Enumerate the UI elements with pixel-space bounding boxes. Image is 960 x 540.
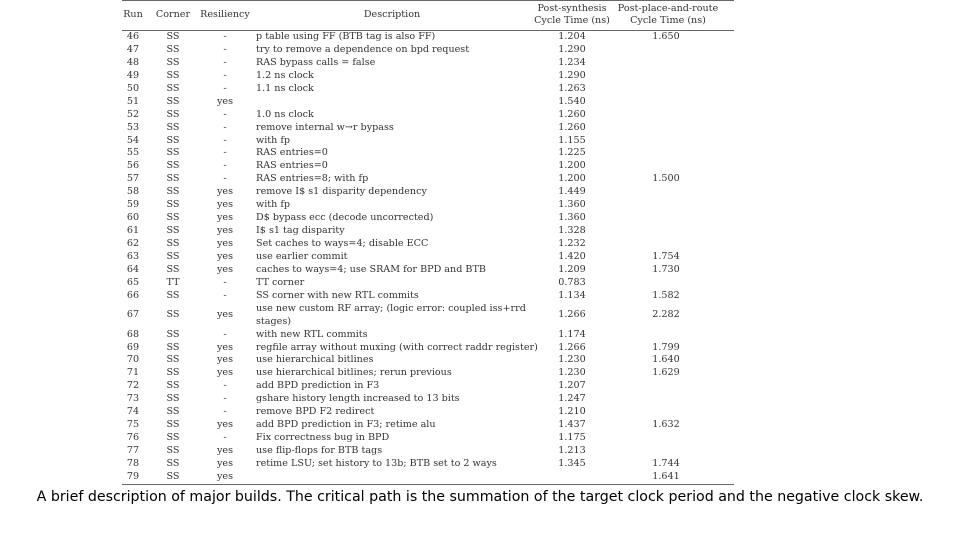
description-cell: add BPD prediction in F3 bbox=[256, 380, 380, 392]
table-row bbox=[122, 109, 734, 122]
description-cell: remove internal w→r bypass bbox=[256, 121, 394, 133]
run-cell: 63 bbox=[126, 250, 140, 262]
post-synthesis-cell: 1.234 bbox=[558, 56, 586, 68]
corner-cell: SS bbox=[166, 108, 180, 120]
run-cell: 76 bbox=[126, 432, 140, 444]
description-cell: 1.1 ns clock bbox=[256, 82, 314, 94]
post-synthesis-cell: 1.200 bbox=[558, 160, 586, 172]
corner-cell: SS bbox=[166, 43, 180, 55]
post-synthesis-cell: 1.207 bbox=[558, 380, 586, 392]
post-place-route-cell: 1.640 bbox=[652, 354, 680, 366]
table-row bbox=[122, 199, 734, 212]
corner-cell: SS bbox=[166, 354, 180, 366]
post-synthesis-cell: 1.175 bbox=[558, 432, 586, 444]
description-cell: gshare history length increased to 13 bits bbox=[256, 393, 460, 405]
resiliency-cell: yes bbox=[216, 309, 234, 321]
run-cell: 61 bbox=[126, 225, 140, 237]
corner-cell: SS bbox=[166, 225, 180, 237]
description-cell: TT corner bbox=[256, 276, 305, 288]
run-cell: 74 bbox=[126, 406, 140, 418]
description-cell: use new custom RF array; (logic error: coupled iss+rrd stages) bbox=[256, 302, 526, 327]
table-row bbox=[122, 225, 734, 238]
corner-cell: SS bbox=[166, 341, 180, 353]
resiliency-cell: - bbox=[223, 173, 227, 185]
corner-cell: SS bbox=[166, 419, 180, 431]
run-cell: 52 bbox=[126, 108, 140, 120]
resiliency-cell: - bbox=[223, 147, 227, 159]
post-synthesis-cell: 1.209 bbox=[558, 263, 586, 275]
post-place-route-cell: 1.632 bbox=[652, 419, 680, 431]
table-row bbox=[122, 367, 734, 380]
description-cell: I$ s1 tag disparity bbox=[256, 225, 345, 237]
run-cell: 47 bbox=[126, 43, 140, 55]
resiliency-cell: yes bbox=[216, 238, 234, 249]
table-row bbox=[122, 342, 734, 355]
description-cell: add BPD prediction in F3; retime alu bbox=[256, 419, 436, 431]
corner-cell: SS bbox=[166, 309, 180, 321]
corner-cell: SS bbox=[166, 238, 180, 249]
description-cell: RAS entries=0 bbox=[256, 160, 328, 172]
description-cell: try to remove a dependence on bpd request bbox=[256, 43, 470, 55]
post-place-route-cell: 1.650 bbox=[652, 31, 680, 42]
table-row bbox=[122, 186, 734, 199]
post-synthesis-cell: 1.449 bbox=[558, 186, 586, 198]
corner-cell: TT bbox=[166, 276, 180, 288]
description-cell: Set caches to ways=4; disable ECC bbox=[256, 238, 429, 249]
run-cell: 58 bbox=[126, 186, 140, 198]
post-synthesis-cell: 1.437 bbox=[558, 419, 586, 431]
resiliency-cell: yes bbox=[216, 212, 234, 224]
run-cell: 56 bbox=[126, 160, 140, 172]
post-synthesis-cell: 1.230 bbox=[558, 354, 586, 366]
post-synthesis-cell: 1.260 bbox=[558, 121, 586, 133]
table-row bbox=[122, 238, 734, 251]
description-cell: with new RTL commits bbox=[256, 328, 368, 340]
resiliency-cell: yes bbox=[216, 250, 234, 262]
run-cell: 55 bbox=[126, 147, 140, 159]
resiliency-cell: yes bbox=[216, 341, 234, 353]
description-cell: caches to ways=4; use SRAM for BPD and BTB bbox=[256, 263, 486, 275]
description-cell: with fp bbox=[256, 199, 291, 211]
post-place-route-cell: 1.582 bbox=[652, 289, 680, 301]
post-synthesis-cell: 1.174 bbox=[558, 328, 586, 340]
corner-cell: SS bbox=[166, 186, 180, 198]
description-cell: use earlier commit bbox=[256, 250, 348, 262]
run-cell: 51 bbox=[126, 95, 140, 107]
post-place-route-cell: 2.282 bbox=[652, 309, 680, 321]
post-synthesis-cell: 1.266 bbox=[558, 341, 586, 353]
run-cell: 50 bbox=[126, 82, 140, 94]
table-row bbox=[122, 303, 734, 329]
run-cell: 67 bbox=[126, 309, 140, 321]
description-cell: D$ bypass ecc (decode uncorrected) bbox=[256, 212, 434, 224]
resiliency-cell: - bbox=[223, 276, 227, 288]
post-synthesis-cell: 1.360 bbox=[558, 212, 586, 224]
post-synthesis-cell: 1.360 bbox=[558, 199, 586, 211]
table-row bbox=[122, 277, 734, 290]
resiliency-cell: yes bbox=[216, 367, 234, 379]
corner-cell: SS bbox=[166, 328, 180, 340]
post-synthesis-cell: 1.266 bbox=[558, 309, 586, 321]
table-row bbox=[122, 31, 734, 44]
resiliency-cell: - bbox=[223, 393, 227, 405]
post-synthesis-cell: 1.200 bbox=[558, 173, 586, 185]
corner-cell: SS bbox=[166, 263, 180, 275]
post-synthesis-cell: 1.134 bbox=[558, 289, 586, 301]
post-synthesis-cell: 1.230 bbox=[558, 367, 586, 379]
table-row bbox=[122, 173, 734, 186]
run-cell: 73 bbox=[126, 393, 140, 405]
description-cell: RAS entries=8; with fp bbox=[256, 173, 369, 185]
description-cell: retime LSU; set history to 13b; BTB set to 2 ways bbox=[256, 457, 497, 469]
post-place-route-cell: 1.730 bbox=[652, 263, 680, 275]
table-row bbox=[122, 83, 734, 96]
resiliency-cell: - bbox=[223, 432, 227, 444]
resiliency-cell: yes bbox=[216, 199, 234, 211]
corner-cell: SS bbox=[166, 406, 180, 418]
corner-cell: SS bbox=[166, 82, 180, 94]
corner-cell: SS bbox=[166, 95, 180, 107]
corner-cell: SS bbox=[166, 56, 180, 68]
resiliency-cell: yes bbox=[216, 419, 234, 431]
post-place-route-cell: 1.799 bbox=[652, 341, 680, 353]
resiliency-cell: - bbox=[223, 160, 227, 172]
table-row bbox=[122, 419, 734, 432]
corner-cell: SS bbox=[166, 380, 180, 392]
description-cell: SS corner with new RTL commits bbox=[256, 289, 419, 301]
post-synthesis-cell: 0.783 bbox=[558, 276, 586, 288]
corner-cell: SS bbox=[166, 199, 180, 211]
run-cell: 64 bbox=[126, 263, 140, 275]
description-cell: remove I$ s1 disparity dependency bbox=[256, 186, 427, 198]
post-synthesis-cell: 1.540 bbox=[558, 95, 586, 107]
corner-cell: SS bbox=[166, 134, 180, 146]
description-cell: use hierarchical bitlines; rerun previous bbox=[256, 367, 452, 379]
header-post-synthesis-line1: Post-synthesis bbox=[537, 3, 607, 14]
table-row bbox=[122, 432, 734, 445]
table-row bbox=[122, 380, 734, 393]
resiliency-cell: yes bbox=[216, 263, 234, 275]
resiliency-cell: yes bbox=[216, 354, 234, 366]
table-row bbox=[122, 147, 734, 160]
table-row bbox=[122, 160, 734, 173]
post-synthesis-cell: 1.247 bbox=[558, 393, 586, 405]
header-corner: Corner bbox=[155, 9, 191, 20]
description-cell: p table using FF (BTB tag is also FF) bbox=[256, 31, 436, 42]
run-cell: 68 bbox=[126, 328, 140, 340]
table-header bbox=[122, 0, 734, 31]
table-row bbox=[122, 290, 734, 303]
run-cell: 66 bbox=[126, 289, 140, 301]
header-description: Description bbox=[363, 9, 421, 20]
table-row bbox=[122, 57, 734, 70]
post-synthesis-cell: 1.345 bbox=[558, 457, 586, 469]
run-cell: 49 bbox=[126, 69, 140, 81]
corner-cell: SS bbox=[166, 457, 180, 469]
table-row bbox=[122, 264, 734, 277]
resiliency-cell: - bbox=[223, 328, 227, 340]
post-synthesis-cell: 1.232 bbox=[558, 238, 586, 249]
table-row bbox=[122, 406, 734, 419]
resiliency-cell: yes bbox=[216, 95, 234, 107]
table-body bbox=[122, 31, 734, 484]
post-synthesis-cell: 1.260 bbox=[558, 108, 586, 120]
table-row bbox=[122, 354, 734, 367]
corner-cell: SS bbox=[166, 160, 180, 172]
run-cell: 57 bbox=[126, 173, 140, 185]
description-cell: Fix correctness bug in BPD bbox=[256, 432, 390, 444]
post-synthesis-cell: 1.290 bbox=[558, 69, 586, 81]
post-synthesis-cell: 1.328 bbox=[558, 225, 586, 237]
post-synthesis-cell: 1.155 bbox=[558, 134, 586, 146]
corner-cell: SS bbox=[166, 173, 180, 185]
header-post-place-route-line1: Post-place-and-route bbox=[617, 3, 719, 14]
header-run: Run bbox=[123, 9, 143, 20]
corner-cell: SS bbox=[166, 121, 180, 133]
description-cell: use hierarchical bitlines bbox=[256, 354, 374, 366]
description-cell: 1.2 ns clock bbox=[256, 69, 314, 81]
table-row bbox=[122, 329, 734, 342]
resiliency-cell: yes bbox=[216, 225, 234, 237]
run-cell: 71 bbox=[126, 367, 140, 379]
description-cell: RAS entries=0 bbox=[256, 147, 328, 159]
resiliency-cell: - bbox=[223, 56, 227, 68]
table-row bbox=[122, 445, 734, 458]
table-row bbox=[122, 212, 734, 225]
description-cell: remove BPD F2 redirect bbox=[256, 406, 375, 418]
description-cell: RAS bypass calls = false bbox=[256, 56, 376, 68]
table-row bbox=[122, 122, 734, 135]
run-cell: 65 bbox=[126, 276, 140, 288]
header-post-synthesis-line2: Cycle Time (ns) bbox=[534, 15, 610, 26]
run-cell: 77 bbox=[126, 445, 140, 457]
post-synthesis-cell: 1.210 bbox=[558, 406, 586, 418]
run-cell: 60 bbox=[126, 212, 140, 224]
corner-cell: SS bbox=[166, 445, 180, 457]
run-cell: 53 bbox=[126, 121, 140, 133]
corner-cell: SS bbox=[166, 470, 180, 482]
run-cell: 54 bbox=[126, 134, 140, 146]
run-cell: 69 bbox=[126, 341, 140, 353]
run-cell: 48 bbox=[126, 56, 140, 68]
resiliency-cell: - bbox=[223, 380, 227, 392]
table-row bbox=[122, 393, 734, 406]
corner-cell: SS bbox=[166, 250, 180, 262]
description-cell: regfile array without muxing (with correct raddr register) bbox=[256, 341, 538, 353]
table-row bbox=[122, 135, 734, 148]
run-cell: 70 bbox=[126, 354, 140, 366]
resiliency-cell: yes bbox=[216, 186, 234, 198]
post-place-route-cell: 1.500 bbox=[652, 173, 680, 185]
corner-cell: SS bbox=[166, 367, 180, 379]
run-cell: 75 bbox=[126, 419, 140, 431]
corner-cell: SS bbox=[166, 69, 180, 81]
table-row bbox=[122, 44, 734, 57]
post-synthesis-cell: 1.225 bbox=[558, 147, 586, 159]
run-cell: 79 bbox=[126, 470, 140, 482]
post-synthesis-cell: 1.420 bbox=[558, 250, 586, 262]
run-cell: 62 bbox=[126, 238, 140, 249]
description-cell: use flip-flops for BTB tags bbox=[256, 445, 383, 457]
resiliency-cell: - bbox=[223, 69, 227, 81]
bottom-rule bbox=[122, 484, 734, 485]
header-resiliency: Resiliency bbox=[200, 9, 250, 20]
table-row bbox=[122, 251, 734, 264]
description-cell: with fp bbox=[256, 134, 291, 146]
post-place-route-cell: 1.641 bbox=[652, 470, 680, 482]
corner-cell: SS bbox=[166, 31, 180, 42]
resiliency-cell: - bbox=[223, 406, 227, 418]
resiliency-cell: yes bbox=[216, 457, 234, 469]
table-row bbox=[122, 471, 734, 484]
corner-cell: SS bbox=[166, 212, 180, 224]
builds-table bbox=[122, 0, 734, 485]
post-synthesis-cell: 1.204 bbox=[558, 31, 586, 42]
post-place-route-cell: 1.754 bbox=[652, 250, 680, 262]
post-place-route-cell: 1.744 bbox=[652, 457, 680, 469]
resiliency-cell: - bbox=[223, 134, 227, 146]
resiliency-cell: - bbox=[223, 82, 227, 94]
corner-cell: SS bbox=[166, 147, 180, 159]
post-synthesis-cell: 1.213 bbox=[558, 445, 586, 457]
corner-cell: SS bbox=[166, 393, 180, 405]
run-cell: 72 bbox=[126, 380, 140, 392]
header-post-place-route-line2: Cycle Time (ns) bbox=[630, 15, 706, 26]
top-rule bbox=[122, 0, 734, 1]
run-cell: 78 bbox=[126, 457, 140, 469]
resiliency-cell: - bbox=[223, 31, 227, 42]
corner-cell: SS bbox=[166, 432, 180, 444]
resiliency-cell: - bbox=[223, 121, 227, 133]
corner-cell: SS bbox=[166, 289, 180, 301]
table-row bbox=[122, 70, 734, 83]
resiliency-cell: yes bbox=[216, 470, 234, 482]
post-synthesis-cell: 1.263 bbox=[558, 82, 586, 94]
description-cell: 1.0 ns clock bbox=[256, 108, 314, 120]
table-row bbox=[122, 96, 734, 109]
table-row bbox=[122, 458, 734, 471]
post-place-route-cell: 1.629 bbox=[652, 367, 680, 379]
resiliency-cell: - bbox=[223, 289, 227, 301]
run-cell: 46 bbox=[126, 31, 140, 42]
post-synthesis-cell: 1.290 bbox=[558, 43, 586, 55]
resiliency-cell: - bbox=[223, 108, 227, 120]
resiliency-cell: yes bbox=[216, 445, 234, 457]
resiliency-cell: - bbox=[223, 43, 227, 55]
figure-caption: A brief description of major builds. The critical path is the summation of the target clock period and the negative clock skew. bbox=[36, 489, 924, 505]
run-cell: 59 bbox=[126, 199, 140, 211]
